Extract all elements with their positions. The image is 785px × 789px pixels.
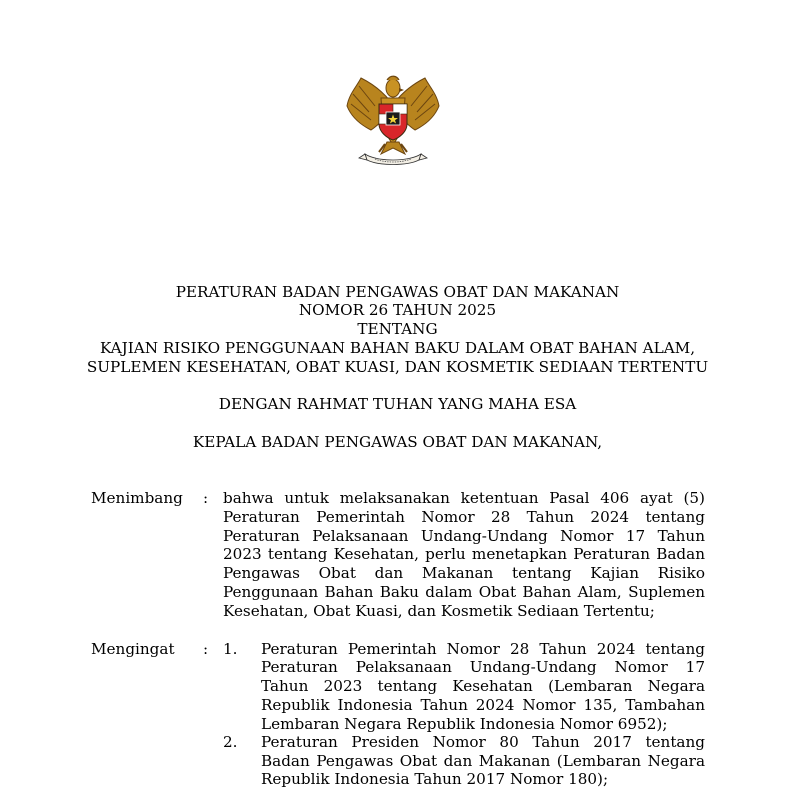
menimbang-line: Peraturan Pelaksanaan Undang-Undang Nomor 17 Tahun xyxy=(223,527,705,545)
mengingat-item-line: Republik Indonesia Tahun 2017 Nomor 180); xyxy=(261,770,609,788)
mengingat-colon: : xyxy=(203,640,209,658)
menimbang-line: Peraturan Pemerintah Nomor 28 Tahun 2024 tentang xyxy=(223,508,705,526)
menimbang-line: Penggunaan Bahan Baku dalam Obat Bahan Alam, Suplemen xyxy=(223,583,705,601)
regulation-number: NOMOR 26 TAHUN 2025 xyxy=(298,301,497,319)
mengingat-item-line: Lembaran Negara Republik Indonesia Nomor 6952); xyxy=(261,715,668,733)
mengingat-item-line: Badan Pengawas Obat dan Makanan (Lembaran Negara xyxy=(261,752,705,770)
menimbang-line: bahwa untuk melaksanakan ketentuan Pasal 406 ayat (5) xyxy=(223,489,705,507)
menimbang-colon: : xyxy=(203,489,209,507)
mengingat-item-number: 1. xyxy=(223,640,238,658)
regulation-tentang: TENTANG xyxy=(357,320,438,338)
mengingat-label: Mengingat xyxy=(91,640,175,658)
menimbang-label: Menimbang xyxy=(91,489,183,507)
garuda-pancasila-emblem-icon xyxy=(343,72,443,168)
menimbang-line: Pengawas Obat dan Makanan tentang Kajian Risiko xyxy=(223,564,705,582)
regulation-subject-line-2: SUPLEMEN KESEHATAN, OBAT KUASI, DAN KOSMETIK SEDIAAN TERTENTU xyxy=(86,358,709,376)
mengingat-item-number: 2. xyxy=(223,733,238,751)
mengingat-item-line: Peraturan Pemerintah Nomor 28 Tahun 2024 tentang xyxy=(261,640,705,658)
mengingat-item-line: Peraturan Pelaksanaan Undang-Undang Nomor 17 xyxy=(261,658,705,676)
blessing-line: DENGAN RAHMAT TUHAN YANG MAHA ESA xyxy=(218,395,577,413)
authority-line: KEPALA BADAN PENGAWAS OBAT DAN MAKANAN, xyxy=(192,433,603,451)
menimbang-line: 2023 tentang Kesehatan, perlu menetapkan Peraturan Badan xyxy=(223,545,705,563)
regulation-title-line-1: PERATURAN BADAN PENGAWAS OBAT DAN MAKANAN xyxy=(175,283,620,301)
mengingat-item-line: Tahun 2023 tentang Kesehatan (Lembaran Negara xyxy=(261,677,705,695)
mengingat-item-line: Peraturan Presiden Nomor 80 Tahun 2017 tentang xyxy=(261,733,705,751)
mengingat-item-line: Republik Indonesia Tahun 2024 Nomor 135, Tambahan xyxy=(261,696,705,714)
menimbang-line: Kesehatan, Obat Kuasi, dan Kosmetik Sediaan Tertentu; xyxy=(223,602,655,620)
regulation-subject-line-1: KAJIAN RISIKO PENGGUNAAN BAHAN BAKU DALAM OBAT BAHAN ALAM, xyxy=(99,339,696,357)
